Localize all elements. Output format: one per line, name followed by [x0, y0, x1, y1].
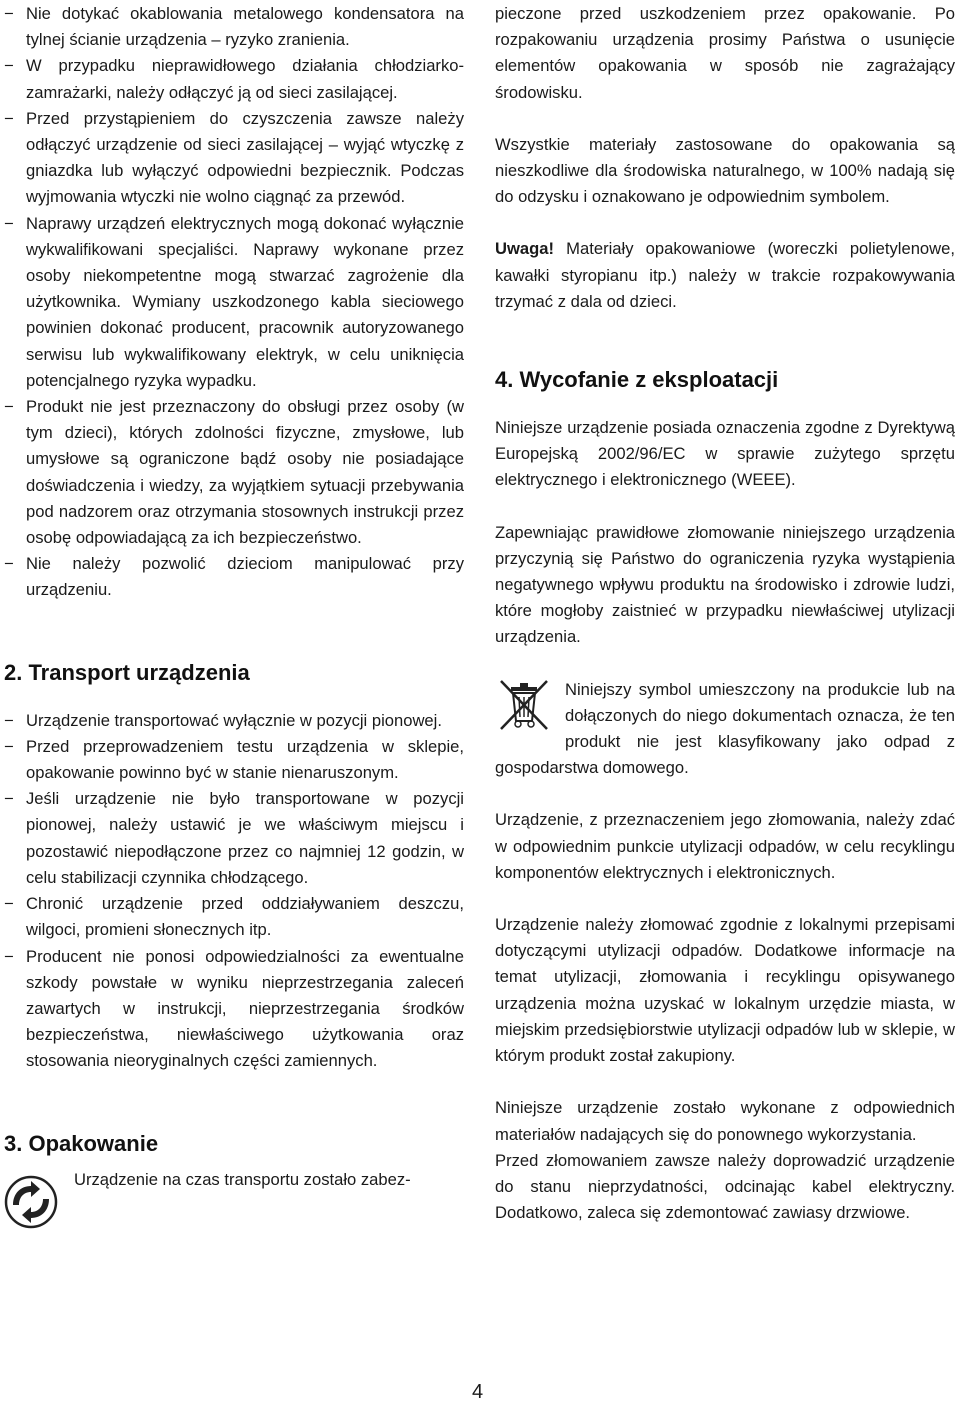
list-item: − Naprawy urządzeń elektrycznych mogą dokonać wyłącznie wykwalifikowani specjaliści. Naprawy wykonane przez osoby niekompetentne mogą stwarzać zagrożenie dla użytkownika. Wymiany uszkodzonego kabla sieciowego powinien dokonać producent, pracownik autoryzowanego serwisu lub wykwalifikowany elektryk, w celu uniknięcia potencjalnego ryzyka wypadku.: [4, 211, 464, 394]
spacer: [495, 315, 955, 365]
spacer: [495, 210, 955, 236]
list-item: − Chronić urządzenie przed oddziaływaniem deszczu, wilgoci, promieni słonecznych itp.: [4, 891, 464, 943]
spacer: [4, 1159, 464, 1167]
materials-paragraph: Wszystkie materiały zastosowane do opakowania są nieszkodliwe dla środowiska naturalnego, w 100% nadają się do odzysku i oznakowano je odpowiednim symbolem.: [495, 134, 955, 207]
warning-paragraph: [495, 236, 955, 315]
spacer: [4, 604, 464, 658]
weee-directive-paragraph: Niniejsze urządzenie posiada oznaczenia zgodne z Dyrektywą Europejską 2002/96/EC w sprawie zużytego sprzętu elektrycznego i elektronicznego (WEEE).: [495, 418, 955, 490]
packaging-paragraph: [4, 1167, 464, 1193]
list-item: − Producent nie ponosi odpowiedzialności za ewentualne szkody powstałe w wyniku nieprzestrzegania zaleceń zawartych w instrukcji, nieprzestrzegania środków bezpieczeństwa, niewłaściwego użytkowania oraz stosowania nieoryginalnych części zamiennych.: [4, 944, 464, 1075]
spacer: [495, 395, 955, 415]
recyclable-paragraph: Niniejsze urządzenie zostało wykonane z odpowiednich materiałów nadających się do ponownego wykorzystania.: [495, 1098, 955, 1144]
right-column: [495, 1, 955, 1226]
list-item: − Produkt nie jest przeznaczony do obsługi przez osoby (w tym dzieci), których zdolności fizyczne, zmysłowe, lub umysłowe są ograniczone bądź osoby nie posiadające doświadczenia i wiedzy, za wyjątkiem sytuacji przebywania pod nadzorem oraz otrzymania stosownych instrukcji przez osobę odpowiadającą za ich bezpieczeństwo.: [4, 394, 464, 551]
spacer: [495, 106, 955, 132]
local-rules-paragraph: Urządzenie należy złomować zgodnie z lokalnymi przepisami dotyczącymi utylizacji odpadów. Dodatkowe informacje na temat utylizacji, złomowania i recyklingu opisywanego urządzenia można uzyskać w lokalnym urzędzie miasta, w miejskim przedsiębiorstwie utylizacji odpadów lub w sklepie, w którym produkt został zakupiony.: [495, 915, 955, 1066]
spacer: [495, 781, 955, 807]
list-item: − Przed przeprowadzeniem testu urządzenia w sklepie, opakowanie powinno być w stanie nienaruszonym.: [4, 734, 464, 786]
before-disposal-paragraph: Przed złomowaniem zawsze należy doprowadzić urządzenie do stanu nieprzydatności, odcinając kabel elektryczny. Dodatkowo, zaleca się zdemontować zawiasy drzwiowe.: [495, 1150, 955, 1223]
proper-disposal-paragraph: Zapewniając prawidłowe złomowanie niniejszego urządzenia przyczynią się Państwo do ograniczenia ryzyka wystąpienia negatywnego wpływu produktu na środowisko i zdrowie ludzi, które mogłoby zaistnieć w przypadku niewłaściwej utylizacji urządzenia.: [495, 522, 955, 647]
spacer: [495, 886, 955, 912]
warning-text: Materiały opakowaniowe (woreczki polietylenowe, kawałki styropianu itp.) należy w trakcie rozpakowywania trzymać z dala od dzieci.: [495, 239, 955, 311]
list-item: − Nie dotykać okablowania metalowego kondensatora na tylnej ścianie urządzenia – ryzyko zranienia.: [4, 1, 464, 53]
warning-label: Uwaga!: [495, 239, 555, 259]
list-item: − Przed przystąpieniem do czyszczenia zawsze należy odłączyć urządzenie od sieci zasilającej – wyjąć wtyczkę z gniazdka lub wyłączyć odpowiedni bezpiecznik. Podczas wyjmowania wtyczki nie wolno ciągnąć za przewód.: [4, 106, 464, 211]
packaging-text-start: Urządzenie na czas transportu zostało zabez-: [74, 1169, 411, 1189]
list-item: − Nie należy pozwolić dzieciom manipulować przy urządzeniu.: [4, 551, 464, 603]
page-number: 4: [472, 1381, 484, 1403]
safety-list: [4, 1, 464, 604]
spacer: [495, 494, 955, 520]
collection-paragraph: Urządzenie, z przeznaczeniem jego złomowania, należy zdać w odpowiednim punkcie utylizacji odpadów, w celu recyklingu komponentów elektrycznych i elektronicznych.: [495, 810, 955, 882]
crossed-out-wheelie-bin-icon: [495, 677, 553, 733]
spacer: [4, 1075, 464, 1129]
list-item: − Jeśli urządzenie nie było transportowane w pozycji pionowej, należy ustawić je we właściwym miejscu i pozostawić niepodłączone przez co najmniej 12 godzin, w celu stabilizacji czynnika chłodzącego.: [4, 786, 464, 891]
section-heading-packaging: 3. Opakowanie: [4, 1130, 159, 1156]
section-heading-transport: 2. Transport urządzenia: [4, 659, 250, 685]
list-item: − W przypadku nieprawidłowego działania chłodziarko-zamrażarki, należy odłączyć ją od sieci zasilającej.: [4, 53, 464, 105]
transport-list: [4, 708, 464, 1075]
section-heading-disposal: 4. Wycofanie z eksploatacji: [495, 367, 779, 393]
spacer: [495, 1069, 955, 1095]
packaging-text-end: pieczone przed uszkodzeniem przez opakowanie. Po rozpakowaniu urządzenia prosimy Państwa o usunięcie elementów opakowania w sposób nie zagrażający środowisku.: [495, 4, 955, 102]
symbol-paragraph: [495, 677, 955, 782]
left-column: [4, 1, 464, 1233]
symbol-text: Niniejszy symbol umieszczony na produkcie lub na dołączonych do niego dokumentach oznacza, że ten produkt nie jest klasyfikowany jako odpad z gospodarstwa domowego.: [495, 679, 955, 778]
list-item: − Urządzenie transportować wyłącznie w pozycji pionowej.: [4, 708, 464, 734]
green-dot-recycling-icon: [4, 1175, 58, 1229]
spacer: [495, 651, 955, 677]
spacer: [4, 688, 464, 708]
